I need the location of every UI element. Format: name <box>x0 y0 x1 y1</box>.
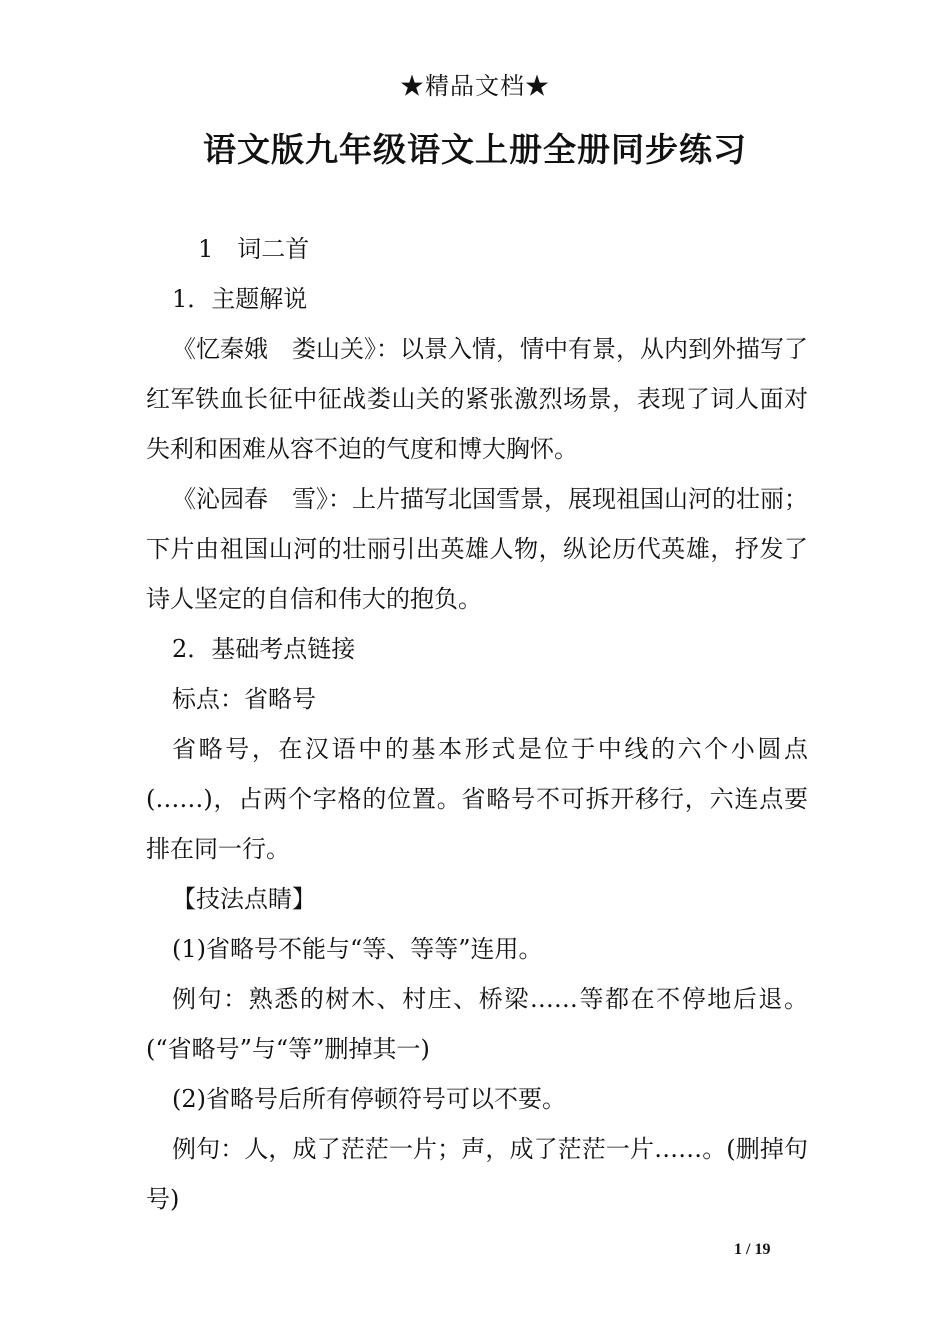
tips-heading: 【技法点睛】 <box>172 885 316 913</box>
header-mark: ★精品文档★ <box>400 72 550 100</box>
paragraph-yiqine: 《忆秦娥 娄山关》：以景入情，情中有景，从内到外描写了红军铁血长征中征战娄山关的紧张激烈场景，表现了词人面对失利和困难从容不迫的气度和博大胸怀。 <box>146 335 808 463</box>
page-indicator: 1 / 19 <box>734 1241 771 1258</box>
document-title: 语文版九年级语文上册全册同步练习 <box>203 130 747 169</box>
heading-theme: 1．主题解说 <box>172 285 308 313</box>
document-body <box>146 224 808 1224</box>
label-punctuation: 标点：省略号 <box>172 685 316 713</box>
example-2: 例句：人，成了茫茫一片；声，成了茫茫一片……。(删掉句号) <box>146 1135 808 1213</box>
tip-2: (2)省略号后所有停顿符号可以不要。 <box>172 1085 566 1113</box>
section-title: 1 词二首 <box>198 235 310 263</box>
paragraph-ellipsis: 省略号，在汉语中的基本形式是位于中线的六个小圆点(……)，占两个字格的位置。省略号不可拆开移行，六连点要排在同一行。 <box>146 735 808 863</box>
tip-1: (1)省略号不能与“等、等等”连用。 <box>172 935 543 963</box>
heading-basics: 2．基础考点链接 <box>172 635 356 663</box>
example-1: 例句：熟悉的树木、村庄、桥梁……等都在不停地后退。(“省略号”与“等”删掉其一) <box>146 985 808 1063</box>
paragraph-qinyuanchun: 《沁园春 雪》：上片描写北国雪景，展现祖国山河的壮丽；下片由祖国山河的壮丽引出英雄人物，纵论历代英雄，抒发了诗人坚定的自信和伟大的抱负。 <box>146 485 808 613</box>
